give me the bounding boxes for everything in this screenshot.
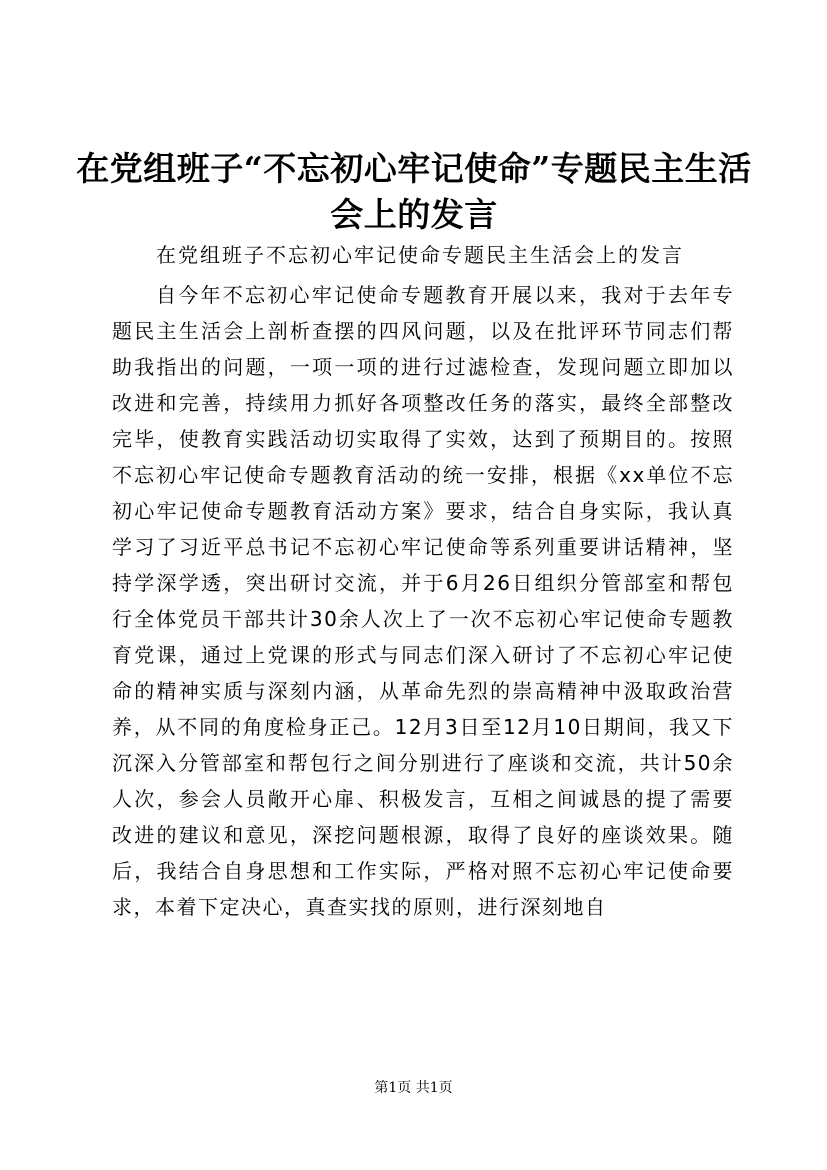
document-title: 在党组班子“不忘初心牢记使命”专题民主生活会上的发言 — [76, 149, 752, 234]
page-footer: 第1页 共1页 — [374, 1080, 453, 1096]
document-body-paragraph: 自今年不忘初心牢记使命专题教育开展以来，我对于去年专题民主生活会上剖析查摆的四风问题，以及在批评环节同志们帮助我指出的问题，一项一项的进行过滤检查，发现问题立即加以改进和完善，持续用力抓好各项整改任务的落实，最终全部整改完毕，使教育实践活动切实取得了实效，达到了预期目的。按照不忘初心牢记使命专题教育活动的统一安排，根据《xx单位不忘初心牢记使命专题教育活动方案》要求，结合自身实际，我认真学习了习近平总书记不忘初心牢记使命等系列重要讲话精神，坚持学深学透，突出研讨交流，并于6月26日组织分管部室和帮包行全体党员干部共计30余人次上了一次不忘初心牢记使命专题教育党课，通过上党课的形式与同志们深入研讨了不忘初心牢记使命的精神实质与深刻内涵，从革命先烈的崇高精神中汲取政治营养，从不同的角度检身正己。12月3日至12月10日期间，我又下沉深入分管部室和帮包行之间分别进行了座谈和交流，共计50余人次，参会人员敞开心扉、积极发言，互相之间诚恳的提了需要改进的建议和意见，深挖问题根源，取得了良好的座谈效果。随后，我结合自身思想和工作实际，严格对照不忘初心牢记使命要求，本着下定决心，真查实找的原则，进行深刻地自 — [112, 283, 734, 919]
document-subtitle: 在党组班子不忘初心牢记使命专题民主生活会上的发言 — [156, 243, 684, 267]
